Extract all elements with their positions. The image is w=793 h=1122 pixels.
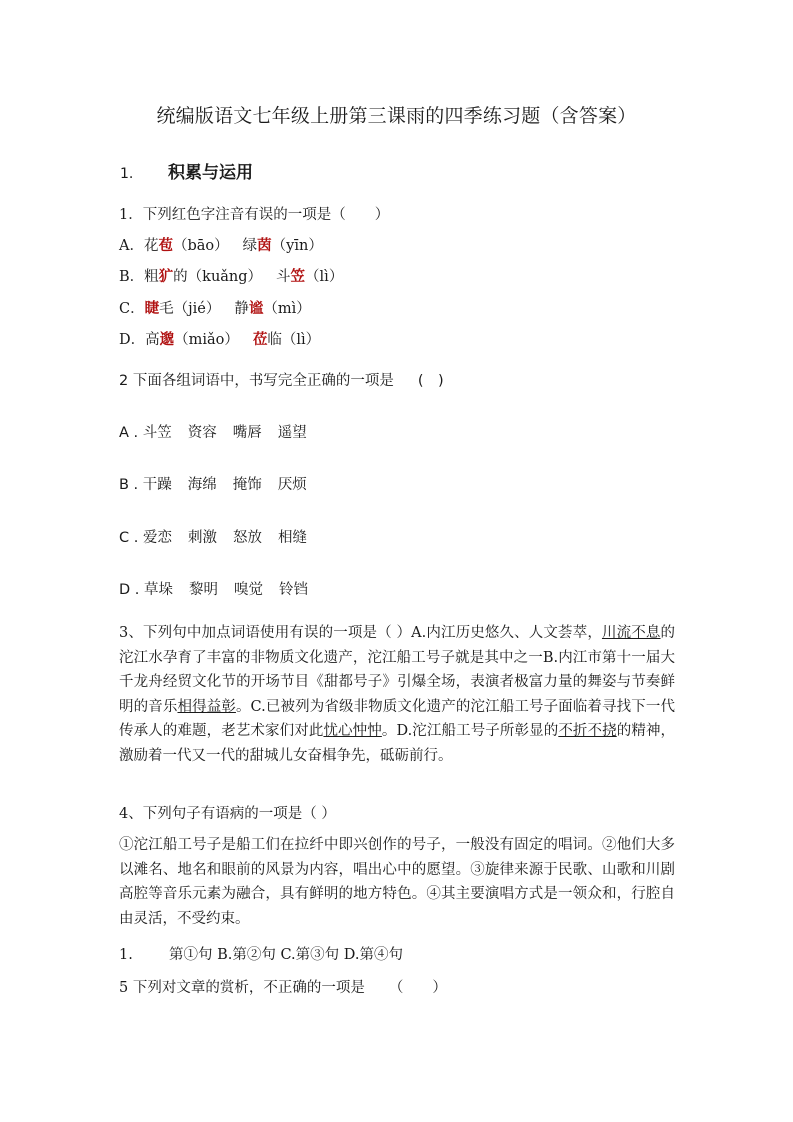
section-label: 积累与运用: [168, 163, 253, 183]
section-number: 1.: [120, 166, 134, 182]
q2-option-c: C . 爱恋 刺激 怒放 相缝: [119, 530, 307, 546]
q1-option-a: A．花苞（bāo） 绿茵（yīn）: [119, 237, 323, 254]
q2-option-a: A . 斗笠 资容 嘴唇 遥望: [119, 425, 307, 441]
underlined-phrase: 相得益彰: [177, 698, 236, 715]
q3-paragraph: 3、下列句中加点词语使用有误的一项是（ ）A.内江历史悠久、人文荟萃，川流不息的沱江水孕育了丰富的非物质文化遗产，沱江船工号子就是其中之一B.内江市第十一届大千龙舟经贸文化节的开场节目《甜都号子》引爆全场，表演者极富力量的舞姿与节奏鲜明的音乐相得益彰。C.已被列为省级非物质文化遗产的沱江船工号子面临着寻找下一代传承人的难题，老艺术家们对此忧心忡忡。D.沱江船工号子所彰显的不折不挠的精神，激励着一代又一代的甜城儿女奋楫争先，砥砺前行。: [119, 625, 676, 764]
underlined-phrase: 川流不息: [601, 625, 661, 641]
q1-option-c: C．睫毛（jié） 静谧（mì）: [119, 300, 311, 317]
underlined-phrase: 不折不挠: [558, 723, 617, 739]
q2-stem: 2 下面各组词语中，书写完全正确的一项是 ( ): [119, 373, 444, 389]
section-heading: [120, 158, 253, 183]
q4-answer-options: 1. 第①句 B.第②句 C.第③句 D.第④句: [119, 947, 403, 963]
q1-option-b: B．粗犷的（kuǎng） 斗笠（lì）: [119, 268, 344, 285]
q4-stem: 4、下列句子有语病的一项是（ ）: [119, 806, 336, 822]
q5-stem: 5 下列对文章的赏析，不正确的一项是 （ ）: [119, 980, 447, 996]
q4-body: ①沱江船工号子是船工们在拉纤中即兴创作的号子，一般没有固定的唱词。②他们大多以滩名、地名和眼前的风景为内容，唱出心中的愿望。③旋律来源于民歌、山歌和川剧高腔等音乐元素为融合，具有鲜明的地方特色。④其主要演唱方式是一领众和，行腔自由灵活，不受约束。: [119, 837, 675, 927]
q1-option-d: D．高邈（miǎo） 莅临（lì）: [119, 331, 321, 348]
underlined-phrase: 忧心忡忡: [323, 723, 382, 739]
q2-option-b: B . 干躁 海绵 掩饰 厌烦: [119, 477, 307, 493]
document-title: 统编版语文七年级上册第三课雨的四季练习题（含答案）: [156, 105, 637, 127]
q2-option-d: D . 草垛 黎明 嗅觉 铃铛: [119, 582, 308, 598]
q1-stem: 1．下列红色字注音有误的一项是（ ）: [119, 207, 390, 223]
